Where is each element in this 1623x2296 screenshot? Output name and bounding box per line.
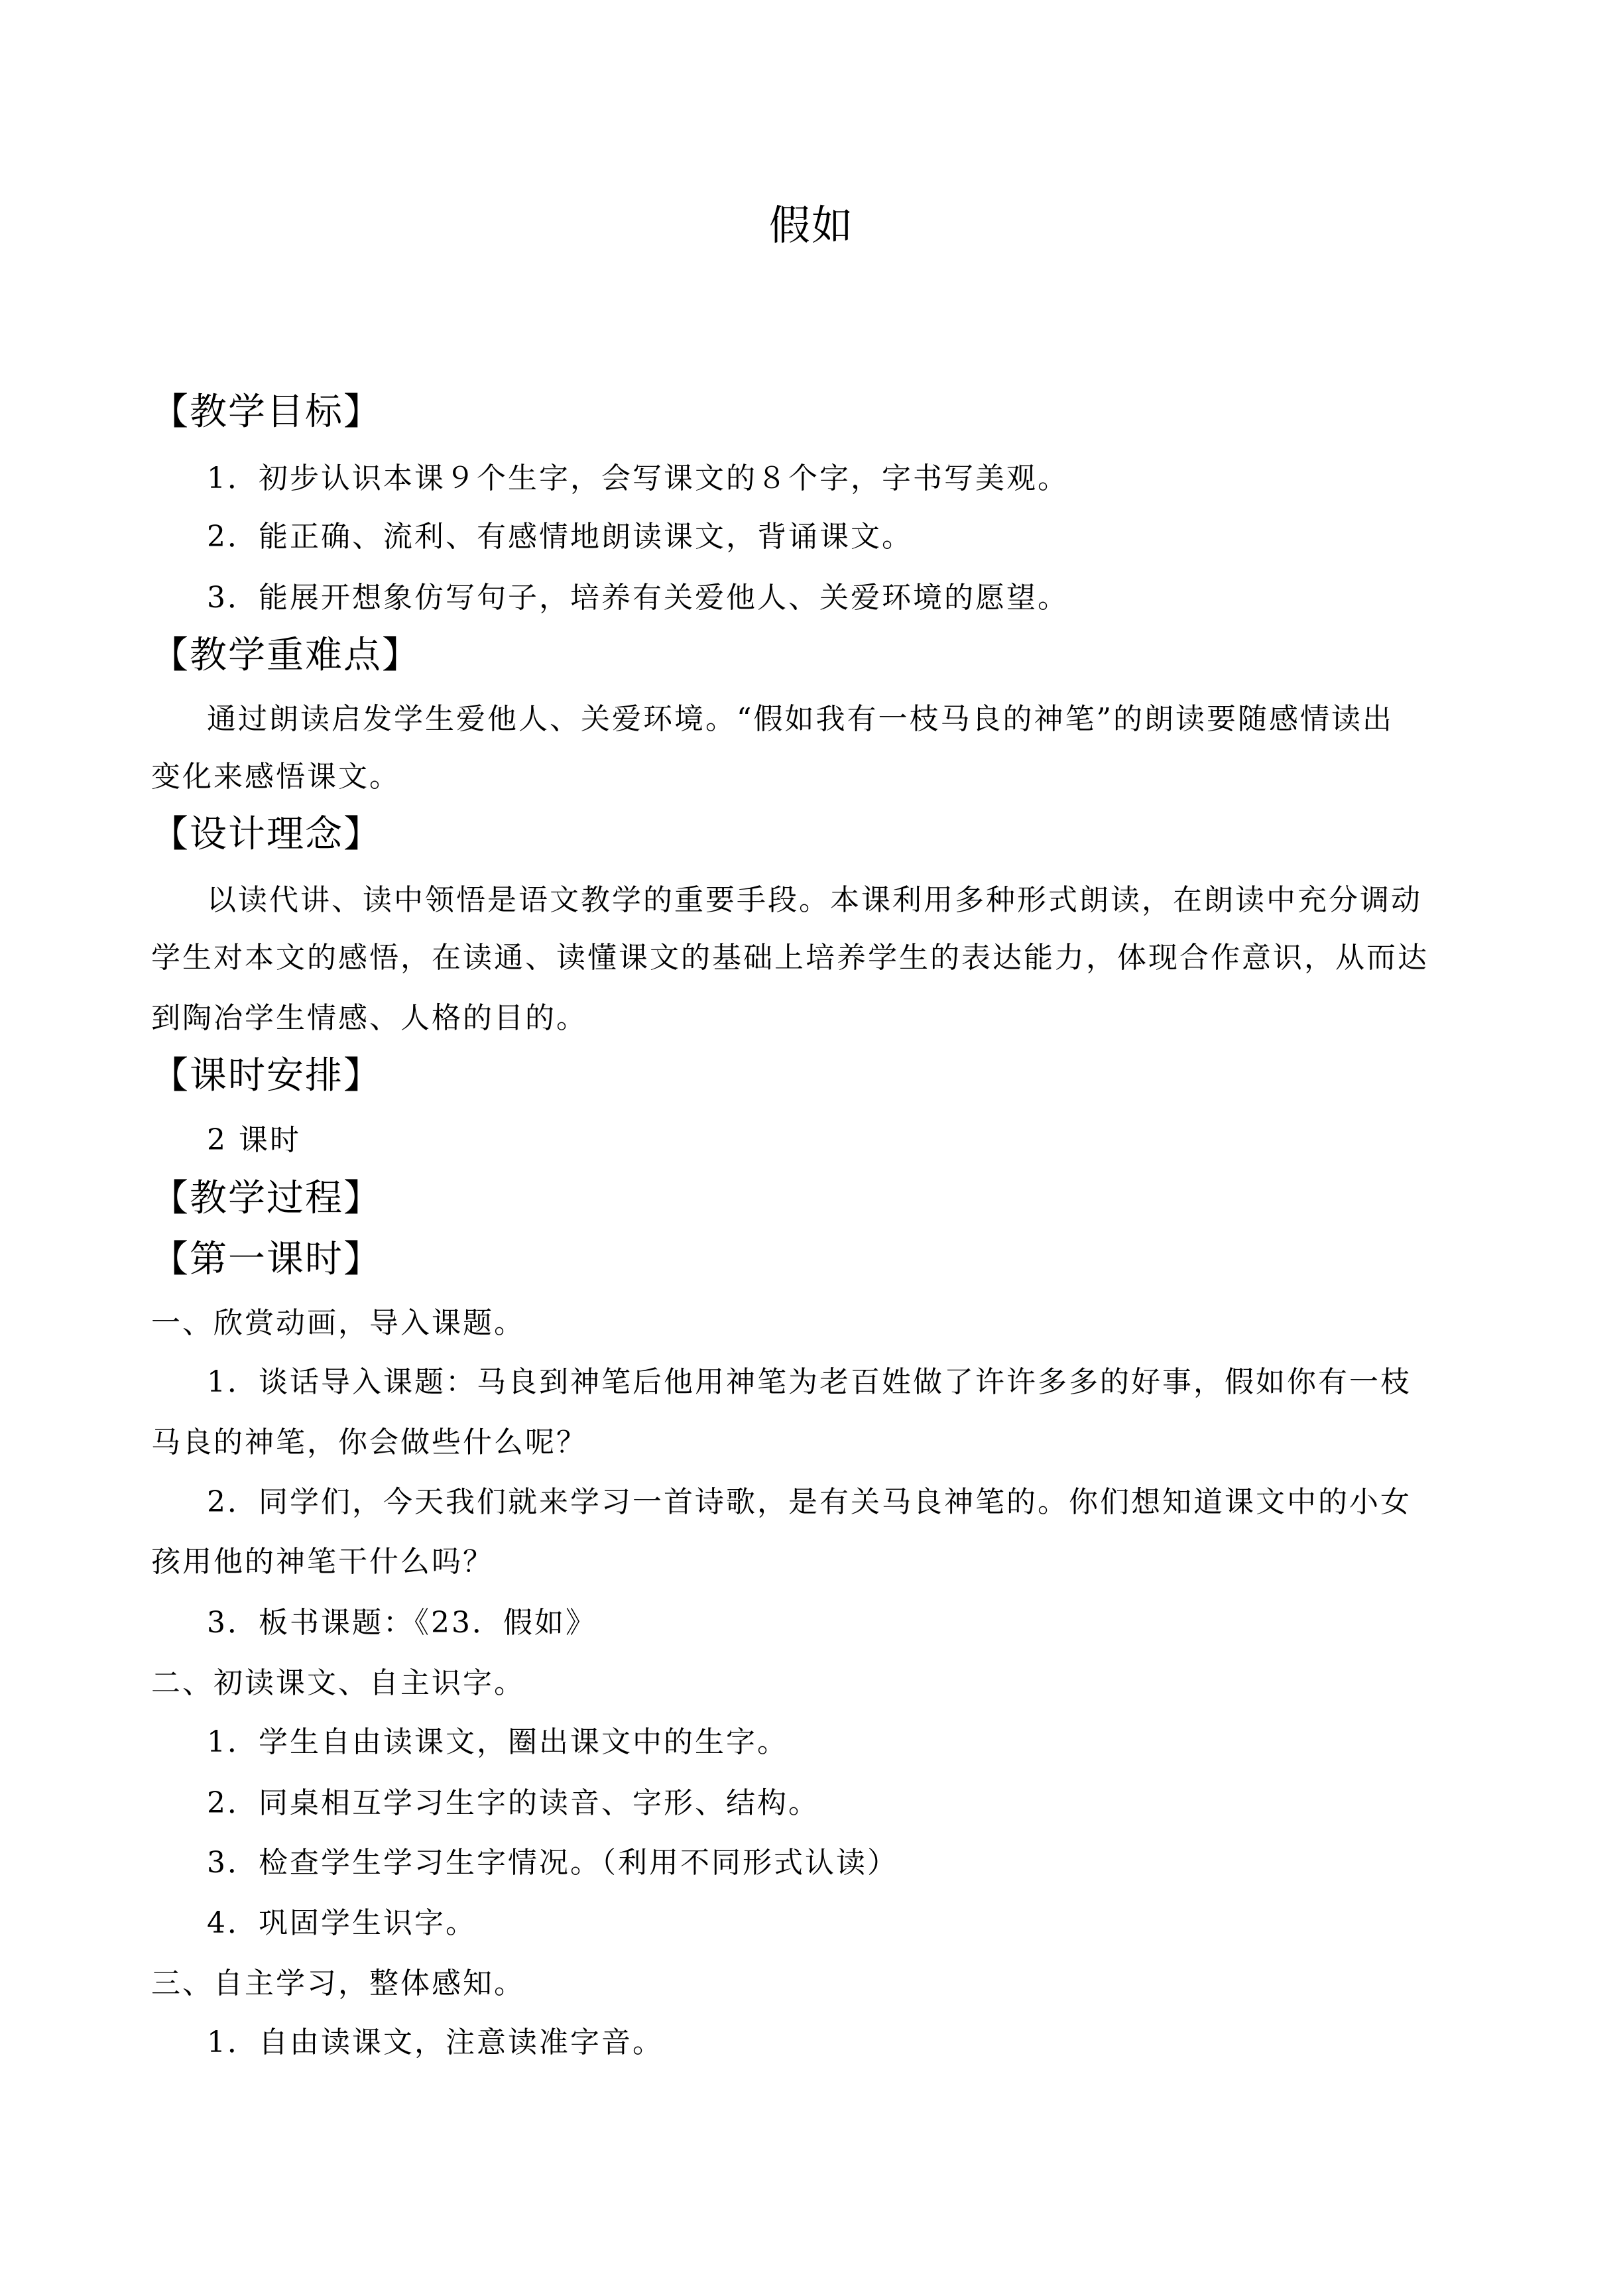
part1-title: 一、欣赏动画，导入课题。 bbox=[151, 1306, 525, 1340]
document-title: 假如 bbox=[768, 201, 854, 249]
key-points-line: 变化来感悟课文。 bbox=[151, 760, 400, 794]
part2-item: 1．学生自由读课文，圈出课文中的生字。 bbox=[207, 1725, 788, 1759]
part1-item3: 3．板书课题：《23．假如》 bbox=[207, 1606, 597, 1640]
part2-title: 二、初读课文、自主识字。 bbox=[151, 1666, 525, 1700]
schedule-heading: 【课时安排】 bbox=[151, 1054, 382, 1097]
part1-item1-line: 1．谈话导入课题：马良到神笔后他用神笔为老百姓做了许许多多的好事，假如你有一枝 bbox=[207, 1365, 1412, 1399]
lesson1-heading: 【第一课时】 bbox=[151, 1238, 382, 1281]
process-heading: 【教学过程】 bbox=[151, 1177, 382, 1220]
part2-item: 2．同桌相互学习生字的读音、字形、结构。 bbox=[207, 1786, 819, 1820]
part3-title: 三、自主学习，整体感知。 bbox=[151, 1966, 525, 2000]
objectives-heading: 【教学目标】 bbox=[151, 391, 382, 434]
part1-item2-line: 孩用他的神笔干什么吗？ bbox=[151, 1545, 494, 1579]
objective-item: 3．能展开想象仿写句子，培养有关爱他人、关爱环境的愿望。 bbox=[207, 581, 1069, 615]
schedule-text: 2 课时 bbox=[207, 1123, 301, 1157]
part1-item1-line: 马良的神笔，你会做些什么呢？ bbox=[151, 1425, 587, 1459]
design-line: 以读代讲、读中领悟是语文教学的重要手段。本课利用多种形式朗读，在朗读中充分调动 bbox=[207, 883, 1422, 917]
objective-item: 2．能正确、流利、有感情地朗读课文，背诵课文。 bbox=[207, 520, 913, 554]
design-line: 到陶冶学生情感、人格的目的。 bbox=[151, 1001, 587, 1035]
part2-item: 4．巩固学生识字。 bbox=[207, 1906, 477, 1940]
part1-item2-line: 2．同学们，今天我们就来学习一首诗歌，是有关马良神笔的。你们想知道课文中的小女 bbox=[207, 1485, 1412, 1519]
design-heading: 【设计理念】 bbox=[151, 813, 382, 856]
key-points-line: 通过朗读启发学生爱他人、关爱环境。“假如我有一枝马良的神笔”的朗读要随感情读出 bbox=[207, 702, 1394, 736]
part3-item: 1．自由读课文，注意读准字音。 bbox=[207, 2025, 664, 2059]
objective-item: 1．初步认识本课９个生字，会写课文的８个字，字书写美观。 bbox=[207, 461, 1069, 495]
design-line: 学生对本文的感悟，在读通、读懂课文的基础上培养学生的表达能力，体现合作意识，从而达 bbox=[151, 941, 1429, 975]
part2-item: 3．检查学生学习生字情况。（利用不同形式认读） bbox=[207, 1846, 898, 1880]
key-points-heading: 【教学重难点】 bbox=[151, 634, 420, 677]
